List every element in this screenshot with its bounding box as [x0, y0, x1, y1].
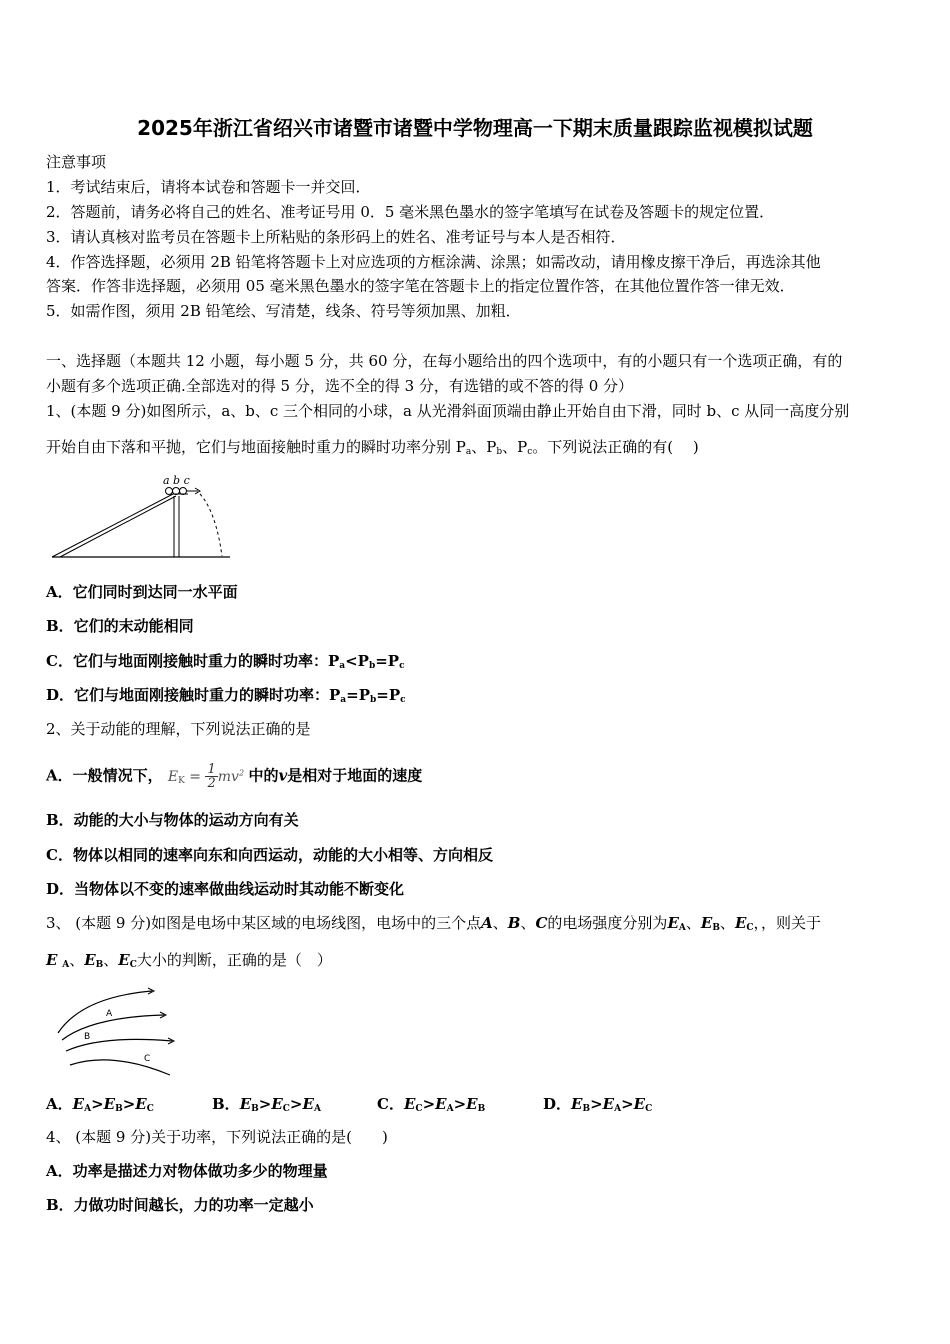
q1-option-d-prefix: D．它们与地面刚接触时重力的瞬时功率： — [46, 686, 330, 704]
q2-option-c: C．物体以相同的速率向东和向西运动，动能的大小相等、方向相反 — [46, 846, 493, 864]
q3-option-a: A．$E_A>E_B>E_C$ — [46, 1095, 154, 1114]
q1-option-d: D．它们与地面刚接触时重力的瞬时功率：$P_a=P_b=P_c$ — [46, 686, 406, 705]
q3-figure-field-lines — [52, 985, 177, 1077]
q2-option-a-prefix: A．一般情况下， — [46, 766, 163, 785]
q1-figure-incline — [48, 472, 233, 562]
q1-stem-line2: 开始自由下落和平抛，它们与地面接触时重力的瞬时功率分别 $P_a$、$P_b$、$P_c$。下列说法正确的有( ) — [46, 438, 699, 457]
notice-item-4: 4．作答选择题，必须用 2B 铅笔将答题卡上对应选项的方框涂满、涂黑；如需改动，请用橡皮擦干净后，再选涂其他 — [46, 253, 821, 271]
q3-option-b: B．$E_B>E_C>E_A$ — [212, 1095, 321, 1114]
q2-option-a-suffix: 是相对于地面的速度 — [287, 766, 423, 785]
q3-option-c: C．$E_C>E_A>E_B$ — [377, 1095, 486, 1114]
notice-item-4-cont: 答案．作答非选择题，必须用 05 毫米黑色墨水的签字笔在答题卡上的指定位置作答，在其他位置作答一律无效． — [46, 277, 795, 295]
q1-option-c: C．它们与地面刚接触时重力的瞬时功率：$P_a<P_b=P_c$ — [46, 652, 405, 671]
one-half-fraction: $\frac{1}{2}$ — [207, 762, 216, 792]
q1-stem-line2-suffix: 。下列说法正确的有( ) — [532, 438, 699, 456]
notice-item-1: 1．考试结束后，请将本试卷和答题卡一并交回． — [46, 178, 371, 196]
q3-stem-suffix: ，，则关于 — [753, 914, 822, 932]
q1-option-a: A．它们同时到达同一水平面 — [46, 583, 238, 601]
q1-stem-line2-prefix: 开始自由下落和平抛，它们与地面接触时重力的瞬时功率分别 P — [46, 438, 466, 456]
q3-figure-label-b: B — [84, 1032, 91, 1042]
q3-figure-label-a: A — [106, 1009, 113, 1019]
q1-figure-label: a b c — [163, 474, 190, 487]
page-title: 2025年浙江省绍兴市诸暨市诸暨中学物理高一下期末质量跟踪监视模拟试题 — [137, 116, 813, 140]
q2-option-a-var: v — [278, 766, 288, 785]
kinetic-energy-formula: $E_K$ = $\frac{1}{2}$ $mv^2$ — [167, 762, 245, 792]
q4-option-a: A．功率是描述力对物体做功多少的物理量 — [46, 1162, 328, 1180]
notice-item-2: 2．答题前，请务必将自己的姓名、准考证号用 0．5 毫米黑色墨水的签字笔填写在试卷及答题卡的规定位置． — [46, 203, 775, 221]
q2-option-d: D．当物体以不变的速率做曲线运动时其动能不断变化 — [46, 880, 405, 898]
q4-stem: 4、 (本题 9 分)关于功率，下列说法正确的是( ) — [46, 1128, 388, 1146]
q3-figure-label-c: C — [144, 1054, 151, 1064]
q2-stem: 2、关于动能的理解，下列说法正确的是 — [46, 720, 311, 738]
q3-option-d: D．$E_B>E_A>E_C$ — [543, 1095, 653, 1114]
q2-option-b: B．动能的大小与物体的运动方向有关 — [46, 811, 299, 829]
q1-option-c-prefix: C．它们与地面刚接触时重力的瞬时功率： — [46, 652, 328, 670]
q3-stem-line2: E $_A$、$E_B$、$E_C$大小的判断，正确的是（ ） — [46, 951, 332, 970]
q4-option-b: B．力做功时间越长，力的功率一定越小 — [46, 1196, 314, 1214]
q3-stem-line2-suffix: 大小的判断，正确的是（ ） — [136, 951, 332, 969]
q2-option-a-suffix-pre: 中的 — [248, 766, 279, 785]
notice-heading: 注意事项 — [46, 153, 107, 171]
q2-option-a — [46, 763, 422, 791]
q1-option-b: B．它们的末动能相同 — [46, 617, 194, 635]
q1-stem-line1: 1、(本题 9 分)如图所示，a、b、c 三个相同的小球，a 从光滑斜面顶端由静止开始自由下滑，同时 b、c 从同一高度分别 — [46, 402, 850, 420]
section1-line2: 小题有多个选项正确.全部选对的得 5 分，选不全的得 3 分，有选错的或不答的得 0 分） — [46, 377, 634, 395]
notice-item-5: 5．如需作图，须用 2B 铅笔绘、写清楚，线条、符号等须加黑、加粗． — [46, 302, 521, 320]
notice-item-3: 3．请认真核对监考员在答题卡上所粘贴的条形码上的姓名、准考证号与本人是否相符． — [46, 228, 626, 246]
q3-stem-prefix: 3、 (本题 9 分)如图是电场中某区域的电场线图，电场中的三个点 — [46, 914, 482, 932]
q3-stem-mid: 的电场强度分别为 — [547, 914, 668, 932]
q3-stem-line1: 3、 (本题 9 分)如图是电场中某区域的电场线图，电场中的三个点A、B、C的电场强度分别为$E_A$、$E_B$、$E_C$，，则关于 — [46, 914, 822, 933]
section1-line1: 一、选择题（本题共 12 小题，每小题 5 分，共 60 分，在每小题给出的四个选项中，有的小题只有一个选项正确，有的 — [46, 352, 843, 370]
